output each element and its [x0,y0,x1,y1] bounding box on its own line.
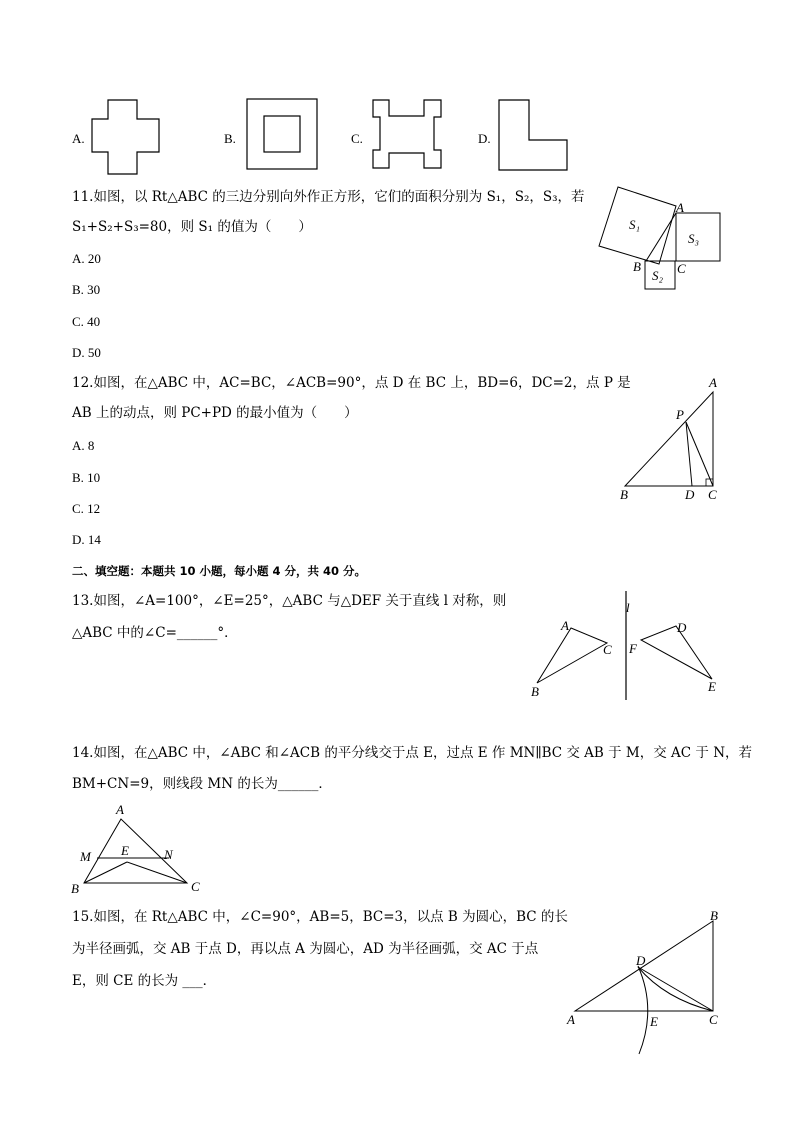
q14-bisector-figure [70,800,210,898]
q13-stem-line1: 13.如图，∠A=100°，∠E=25°，△ABC 与△DEF 关于直线 l 对称，则 [72,593,507,609]
section-2-heading: 二、填空题：本题共 10 小题，每小题 4 分，共 40 分。 [72,564,367,578]
q13-stem-line2: △ABC 中的∠C=______°． [72,625,238,641]
q10-option-b-label: B. [224,131,236,146]
h-shape-figure [367,95,449,179]
q14-label-C: C [191,879,200,894]
q11-stem-line1: 11.如图，以 Rt△ABC 的三边分别向外作正方形，它们的面积分别为 S₁，S₂，S₃，若 [72,189,585,205]
q10-option-a-label: A. [72,131,85,146]
q14-stem-line2: BM+CN=9，则线段 MN 的长为______． [72,776,332,792]
q13-label-B: B [531,684,539,699]
q11-label-S2: S₂ [652,268,664,283]
q15-label-E: E [650,1014,658,1029]
q14-label-A: A [116,802,124,817]
q11-label-B: B [633,259,641,274]
q13-label-F: F [629,641,637,656]
q13-label-C: C [603,642,612,657]
q10-option-c-label: C. [351,131,363,146]
q11-option-b: B. 30 [72,282,101,297]
q12-stem-line1: 12.如图，在△ABC 中，AC=BC，∠ACB=90°，点 D 在 BC 上，BD=6，DC=2，点 P 是 [72,375,631,391]
q13-label-A: A [561,618,569,633]
q13-label-D: D [677,620,687,635]
square-frame-figure [240,95,324,177]
q11-label-C: C [677,261,686,276]
q13-label-E: E [708,679,716,694]
q14-label-B: B [71,881,79,896]
q12-label-A: A [709,375,717,390]
q11-pythagoras-figure [592,182,727,294]
q12-triangle-figure [612,372,730,506]
q12-option-d: D. 14 [72,532,101,547]
q12-label-C: C [708,487,717,502]
q15-arc-figure [562,904,730,1060]
q15-label-B: B [710,908,718,923]
q12-option-b: B. 10 [72,470,101,485]
q11-label-S1: S₁ [629,217,641,232]
q15-label-A: A [567,1012,575,1027]
q15-label-D: D [636,953,646,968]
q15-label-C: C [709,1012,718,1027]
q13-symmetry-figure [525,588,725,703]
q12-option-c: C. 12 [72,501,101,516]
q15-stem-line1: 15.如图，在 Rt△ABC 中，∠C=90°，AB=5，BC=3，以点 B 为圆心，BC 的长 [72,909,568,925]
q14-stem-line1: 14.如图，在△ABC 中，∠ABC 和∠ACB 的平分线交于点 E，过点 E 作 MN∥BC 交 AB 于 M，交 AC 于 N，若 [72,745,753,761]
q10-option-d-label: D. [478,131,491,146]
q11-label-S3: S₃ [688,231,700,246]
q12-label-B: B [620,487,628,502]
q12-label-P: P [676,407,684,422]
q14-label-E: E [121,843,129,858]
q11-option-c: C. 40 [72,314,101,329]
q11-option-a: A. 20 [72,251,101,266]
cross-shape-figure [88,97,168,179]
q13-label-l: l [626,600,630,615]
q12-label-D: D [685,487,695,502]
q14-label-M: M [80,849,91,864]
l-shape-figure [494,95,574,179]
q12-stem-line2: AB 上的动点，则 PC+PD 的最小值为（ ） [72,405,358,421]
q14-label-N: N [164,847,173,862]
q15-stem-line2: 为半径画弧，交 AB 于点 D，再以点 A 为圆心，AD 为半径画弧，交 AC 于点 [72,941,539,957]
q11-stem-line2: S₁+S₂+S₃=80，则 S₁ 的值为（ ） [72,219,312,235]
q15-stem-line3: E，则 CE 的长为 ___． [72,973,217,989]
q11-label-A: A [676,200,684,215]
q11-option-d: D. 50 [72,345,101,360]
q12-option-a: A. 8 [72,438,95,453]
